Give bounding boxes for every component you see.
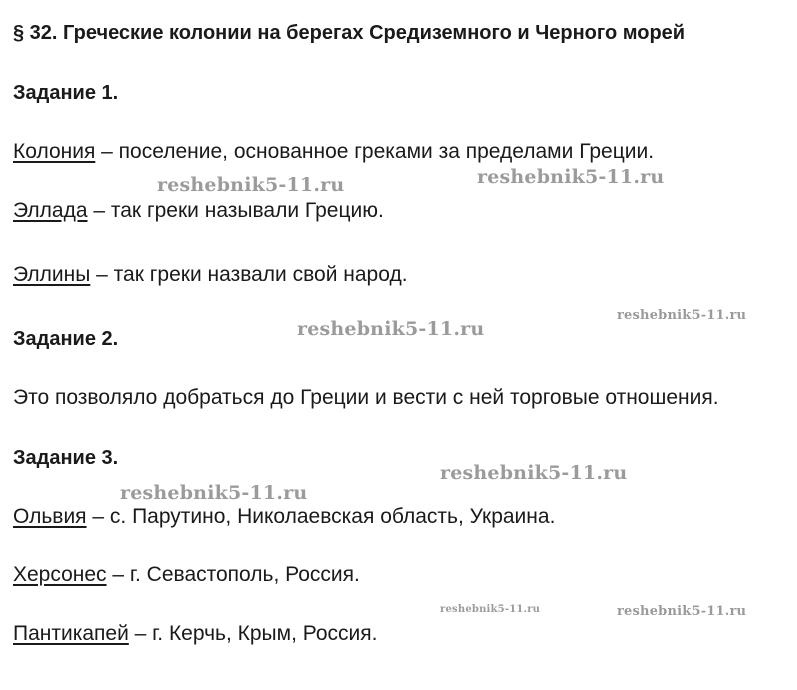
task3-heading: Задание 3. [13,447,119,469]
term-ellini: Эллины [13,263,91,286]
watermark: reshebnik5-11.ru [617,308,747,323]
watermark: reshebnik5-11.ru [297,318,485,340]
definition-line [13,139,654,165]
watermark: reshebnik5-11.ru [617,604,747,619]
definition-line [13,262,408,288]
definition-text: – поселение, основанное греками за пределами Греции. [95,140,655,163]
term-ellada: Эллада [13,199,88,222]
task2-answer: Это позволяло добраться до Греции и вести с ней торговые отношения. [13,386,719,409]
definition-line [13,198,384,224]
watermark: reshebnik5-11.ru [477,166,665,188]
term-chersonesus: Херсонес [13,563,107,586]
colony-line [13,504,555,530]
term-olvia: Ольвия [13,505,87,528]
watermark: reshebnik5-11.ru [440,604,541,615]
term-panticapaeum: Пантикапей [13,622,129,645]
page-title: § 32. Греческие колонии на берегах Средиземного и Черного морей [13,22,686,44]
colony-location: – г. Севастополь, Россия. [106,563,360,586]
watermark: reshebnik5-11.ru [157,174,345,196]
colony-location: – с. Парутино, Николаевская область, Украина. [86,505,556,528]
definition-text: – так греки называли Грецию. [87,199,384,222]
watermark: reshebnik5-11.ru [440,462,628,484]
definition-text: – так греки назвали свой народ. [90,263,408,286]
watermark: reshebnik5-11.ru [120,482,308,504]
colony-line [13,562,360,588]
task2-heading: Задание 2. [13,328,119,350]
term-kolonia: Колония [13,140,96,163]
colony-line [13,621,377,647]
colony-location: – г. Керчь, Крым, Россия. [128,622,378,645]
task1-heading: Задание 1. [13,82,119,104]
